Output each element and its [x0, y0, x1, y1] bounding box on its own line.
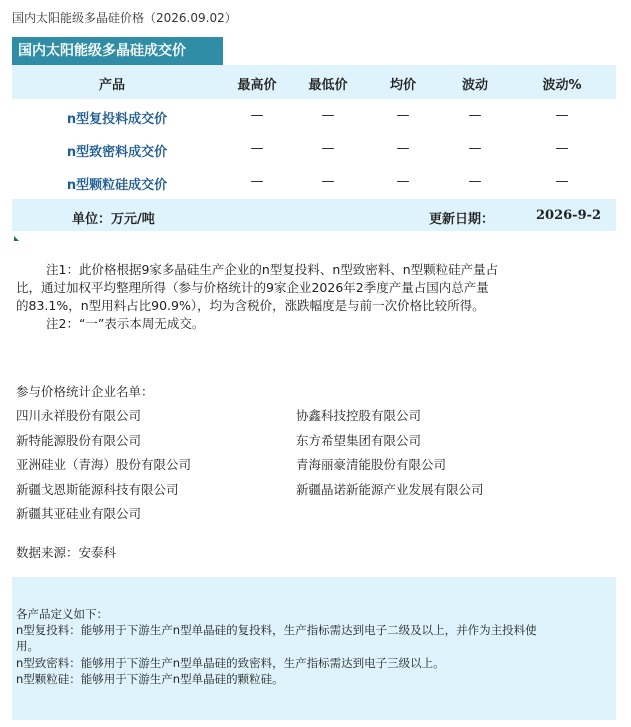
row-label-zhimi: n型致密料成交价: [66, 145, 168, 160]
row-value: —: [555, 141, 569, 156]
definition-line: n型致密料：能够用于下游生产n型单晶硅的致密料，生产指标需达到电子三级以上。: [16, 656, 445, 670]
unit-label: 单位：万元/吨: [72, 212, 155, 227]
col-header-low: 最低价: [308, 78, 348, 93]
row-value: —: [468, 174, 482, 189]
row-value: —: [555, 108, 569, 123]
row-value: —: [250, 141, 264, 156]
company-name: 协鑫科技控股有限公司: [296, 408, 422, 423]
note1-line: 比，通过加权平均整理所得（参与价格统计的9家企业2026年2季度产量占国内总产量: [16, 280, 489, 295]
row-value: —: [396, 108, 410, 123]
row-value: —: [321, 141, 335, 156]
row-value: —: [321, 108, 335, 123]
company-name: 四川永祥股份有限公司: [16, 408, 142, 423]
definition-line: n型复投料：能够用于下游生产n型单晶硅的复投料，生产指标需达到电子二级及以上，并作为主投料使: [16, 623, 537, 637]
col-header-change-pct: 波动%: [542, 78, 582, 93]
row-value: —: [468, 141, 482, 156]
company-name: 新特能源股份有限公司: [16, 433, 142, 448]
company-name: 新疆戈恩斯能源科技有限公司: [16, 482, 179, 497]
note1-line: 注1：此价格根据9家多晶硅生产企业的n型复投料、n型致密料、n型颗粒硅产量占: [46, 262, 499, 277]
note2: 注2：“一”表示本周无成交。: [46, 316, 205, 331]
definitions-box: [12, 577, 616, 720]
row-label-keli: n型颗粒硅成交价: [66, 178, 168, 193]
companies-heading: 参与价格统计企业名单：: [16, 384, 154, 399]
row-value: —: [468, 108, 482, 123]
row-value: —: [396, 141, 410, 156]
col-header-change: 波动: [461, 78, 488, 93]
company-name: 新疆晶诺新能源产业发展有限公司: [296, 482, 484, 497]
data-source: 数据来源：安泰科: [16, 545, 117, 560]
corner-marker-icon: [14, 236, 19, 241]
company-name: 青海丽豪清能股份有限公司: [296, 457, 447, 472]
col-header-avg: 均价: [389, 78, 416, 93]
col-header-high: 最高价: [237, 78, 277, 93]
row-value: —: [250, 174, 264, 189]
section-title-band: 国内太阳能级多晶硅成交价: [12, 37, 223, 65]
table-footer: [12, 199, 616, 231]
definition-line: 用。: [16, 639, 39, 653]
col-header-product: 产品: [98, 78, 125, 93]
row-value: —: [250, 108, 264, 123]
table-header: [12, 65, 616, 99]
company-name: 东方希望集团有限公司: [296, 433, 422, 448]
definitions-heading: 各产品定义如下：: [16, 607, 108, 621]
definition-line: n型颗粒硅：能够用于下游生产n型单晶硅的颗粒硅。: [16, 672, 284, 686]
row-label-futou: n型复投料成交价: [66, 112, 168, 127]
update-date-value: 2026-9-2: [536, 208, 602, 223]
company-name: 亚洲硅业（青海）股份有限公司: [16, 457, 192, 472]
row-value: —: [555, 174, 569, 189]
page-title: 国内太阳能级多晶硅价格（2026.09.02）: [12, 11, 237, 25]
row-value: —: [396, 174, 410, 189]
update-date-label: 更新日期：: [429, 212, 495, 227]
note1-line: 的83.1%，n型用料占比90.9%），均为含税价，涨跌幅度是与前一次价格比较所得。: [16, 298, 485, 313]
company-name: 新疆其亚硅业有限公司: [16, 506, 142, 521]
row-value: —: [321, 174, 335, 189]
